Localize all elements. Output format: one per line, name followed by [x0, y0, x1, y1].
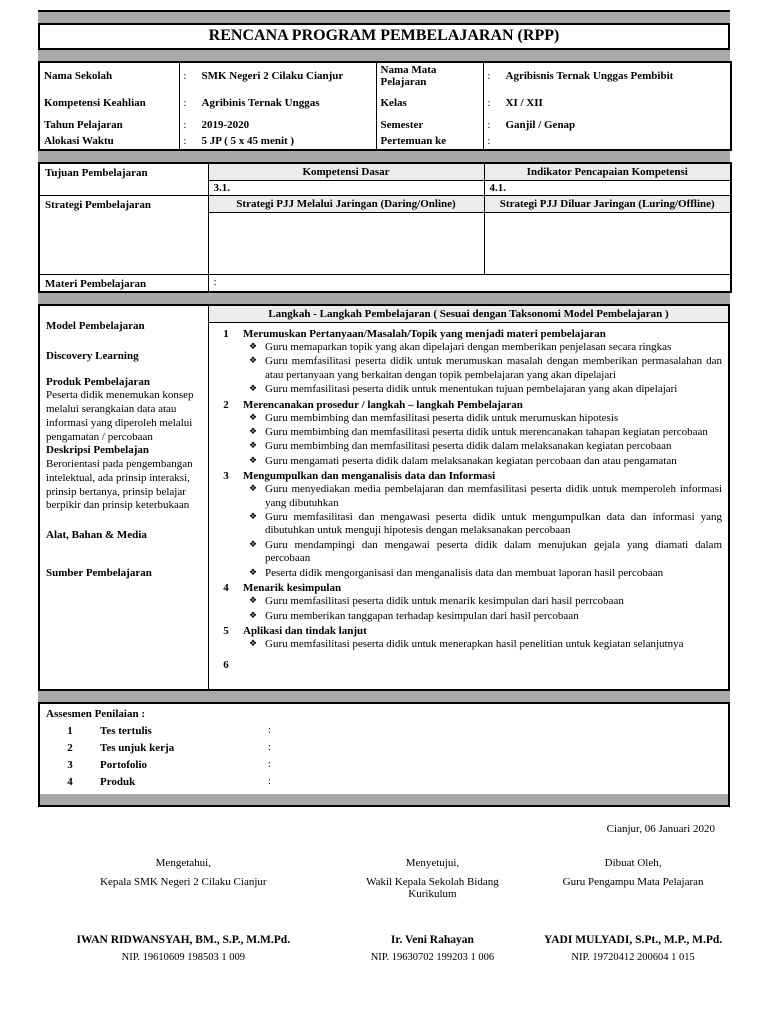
assesmen-section	[38, 702, 730, 807]
diamond-bullet-icon: ❖	[249, 484, 258, 495]
tujuan-label: Tujuan Pembelajaran	[39, 163, 208, 196]
indikator-header: Indikator Pencapaian Kompetensi	[484, 163, 731, 181]
bullet-text: Guru mendampingi dan mengawai peserta didik dalam menujukan gejala yang diamati dalam percobaan	[265, 538, 722, 565]
field-label: Semester	[376, 116, 483, 133]
item-number: 4	[67, 775, 73, 788]
field-label: Pertemuan ke	[376, 133, 483, 150]
signatory-nip: NIP. 19630702 199203 1 006	[370, 952, 495, 963]
colon: :	[183, 97, 187, 109]
bullet-text: Guru memfasilitasi peserta didik untuk menentukan tujuan pembelajaran yang akan dipelajari	[265, 383, 678, 396]
bullet-text: Guru memfasilitasi peserta didik untuk menerapkan hasil penelitian untuk kegiatan selanjutnya	[265, 637, 684, 650]
signature-column-middle	[329, 934, 537, 963]
bullet-item	[249, 455, 722, 468]
step-number: 5	[223, 624, 229, 637]
langkah-step-4	[209, 582, 722, 623]
colon: :	[183, 71, 187, 82]
signature-role-title: Kepala SMK Negeri 2 Cilaku Cianjur	[100, 876, 267, 888]
bullet-text: Guru mengamati peserta didik dalam melaksanakan kegiatan percobaan dan atau pengamatan	[265, 454, 677, 467]
langkah-step-5	[209, 625, 722, 651]
bullet-item	[249, 638, 722, 651]
step-number: 4	[223, 582, 229, 595]
diamond-bullet-icon: ❖	[249, 441, 258, 452]
signature-role-title: Guru Pengampu Mata Pelajaran	[562, 876, 704, 888]
item-number: 2	[67, 741, 73, 754]
assesmen-item	[40, 739, 728, 756]
bullet-item	[249, 412, 722, 425]
step-title: Merumuskan Pertanyaan/Masalah/Topik yang menjadi materi pembelajaran	[243, 328, 606, 340]
bullet-item	[249, 610, 722, 623]
identity-table	[38, 61, 732, 151]
item-label: Produk	[100, 775, 136, 788]
signatory-nip: NIP. 19610609 198503 1 009	[121, 952, 245, 963]
field-value: 2019-2020	[201, 118, 250, 131]
colon: :	[487, 71, 491, 82]
signature-column-middle	[329, 857, 537, 900]
table-row	[39, 133, 731, 150]
colon: :	[183, 119, 187, 131]
signatory-nip: NIP. 19720412 200604 1 015	[571, 952, 695, 963]
deskripsi-pembelajaran-value: Berorientasi pada pengembangan intelektual, ada prinsip interaksi, prinsip bertanya, prinsip belajar berpikir dan prinsip keterbukaan	[46, 458, 193, 512]
tujuan-strategi-table	[38, 162, 732, 293]
alat-bahan-media-label: Alat, Bahan & Media	[46, 529, 147, 541]
bullet-text: Peserta didik mengorganisasi dan menganalisis data dan membuat laporan hasil percobaan	[265, 566, 664, 579]
colon: :	[268, 725, 271, 736]
field-value: SMK Negeri 2 Cilaku Cianjur	[201, 70, 344, 82]
assesmen-item	[40, 756, 728, 773]
bullet-item	[249, 355, 722, 382]
langkah-left-column	[40, 306, 209, 689]
field-label: Tahun Pelajaran	[44, 118, 123, 131]
step-number: 1	[223, 328, 229, 340]
field-value-cell	[483, 116, 731, 133]
signature-column-left	[38, 857, 329, 900]
field-label: Alokasi Waktu	[44, 135, 114, 147]
step-title	[243, 659, 722, 671]
colon: :	[487, 97, 491, 109]
bullet-item	[249, 595, 722, 608]
bullet-text: Guru menyediakan media pembelajaran dan memfasilitasi peserta didik untuk memperoleh informasi yang dibutuhkan	[265, 483, 722, 509]
model-pembelajaran-label: Model Pembelajaran	[46, 320, 145, 332]
diamond-bullet-icon: ❖	[249, 356, 258, 367]
gray-divider-bar	[38, 12, 730, 23]
table-row	[39, 62, 731, 89]
field-value-cell	[179, 116, 376, 133]
bullet-item	[249, 483, 722, 510]
signatory-name: IWAN RIDWANSYAH, BM., S.P., M.M.Pd.	[76, 934, 291, 946]
colon: :	[268, 759, 271, 770]
signature-role-title: Wakil Kepala Sekolah Bidang Kurikulum	[366, 876, 499, 900]
signature-names-row	[38, 934, 730, 963]
field-value-cell	[179, 62, 376, 89]
step-title: Aplikasi dan tindak lanjut	[243, 624, 367, 637]
diamond-bullet-icon: ❖	[249, 412, 258, 423]
table-row	[39, 116, 731, 133]
langkah-step-3	[209, 470, 722, 580]
item-number: 1	[67, 724, 73, 737]
kd-value: 3.1.	[208, 181, 484, 196]
step-number: 6	[223, 659, 229, 672]
colon: :	[183, 136, 187, 147]
strategi-luring-cell	[484, 213, 731, 275]
langkah-step-2	[209, 399, 722, 469]
field-value: Ganjil / Genap	[505, 118, 576, 131]
item-label: Portofolio	[100, 758, 148, 771]
bullet-text: Guru memaparkan topik yang akan dipelajari dengan memberikan penjelasan secara ringkas	[265, 341, 672, 353]
diamond-bullet-icon: ❖	[249, 567, 258, 578]
bullet-item	[249, 383, 722, 396]
langkah-section	[38, 304, 730, 691]
field-label: Nama Sekolah	[44, 70, 113, 82]
signature-column-right	[536, 934, 730, 963]
langkah-right-column	[209, 306, 728, 689]
signature-role: Menyetujui,	[405, 857, 460, 869]
field-label: Nama Mata Pelajaran	[376, 62, 483, 89]
bullet-text: Guru membimbing dan memfasilitasi peserta didik dalam melaksanakan kegiatan percobaan	[265, 440, 672, 453]
diamond-bullet-icon: ❖	[249, 539, 258, 550]
bullet-text: Guru memfasilitasi peserta didik untuk menarik kesimpulan dari hasil perrcobaan	[265, 595, 624, 608]
field-value: 5 JP ( 5 x 45 menit )	[201, 135, 295, 147]
signature-roles-row	[38, 857, 730, 900]
diamond-bullet-icon: ❖	[249, 384, 258, 395]
deskripsi-pembelajaran-label: Deskripsi Pembelajan	[46, 444, 149, 457]
strategi-daring-header: Strategi PJJ Melalui Jaringan (Daring/Online)	[208, 196, 484, 213]
bullet-text: Guru membimbing dan memfasilitasi peserta didik untuk merumuskan hipotesis	[265, 411, 619, 424]
field-value: XI / XII	[505, 96, 543, 109]
strategi-daring-cell	[208, 213, 484, 275]
step-title: Merencanakan prosedur / langkah – langkah Pembelajaran	[243, 398, 523, 411]
signatory-name: YADI MULYADI, S.Pt., M.P., M.Pd.	[544, 934, 723, 946]
langkah-step-6	[209, 659, 722, 671]
colon: :	[487, 136, 491, 147]
signature-date: Cianjur, 06 Januari 2020	[606, 823, 715, 835]
table-row	[39, 89, 731, 116]
model-pembelajaran-value: Discovery Learning	[46, 349, 139, 362]
field-value-cell	[179, 133, 376, 150]
diamond-bullet-icon: ❖	[249, 596, 258, 607]
document-title: RENCANA PROGRAM PEMBELAJARAN (RPP)	[38, 23, 730, 50]
gray-divider-bar	[40, 794, 728, 805]
bullet-item	[249, 539, 722, 566]
field-value-cell	[483, 133, 731, 150]
signature-role: Dibuat Oleh,	[604, 857, 662, 869]
gray-divider-bar	[38, 50, 730, 61]
signature-column-left	[38, 934, 329, 963]
table-row	[39, 196, 731, 213]
sumber-pembelajaran-label: Sumber Pembelajaran	[46, 566, 152, 579]
item-label: Tes tertulis	[100, 724, 152, 737]
field-label: Kompetensi Keahlian	[44, 96, 146, 109]
diamond-bullet-icon: ❖	[249, 342, 258, 352]
bullet-item	[249, 341, 722, 354]
document-content	[38, 10, 730, 963]
signature-role: Mengetahui,	[155, 857, 211, 869]
bullet-text: Guru memberikan tanggapan terhadap kesimpulan dari hasil percobaan	[265, 609, 579, 622]
field-label: Kelas	[376, 89, 483, 116]
table-row	[39, 275, 731, 293]
bullet-text: Guru membimbing dan memfasilitasi peserta didik untuk merencanakan tahapan kegiatan percobaan	[265, 426, 708, 439]
field-value: Agribinis Ternak Unggas	[201, 96, 320, 109]
gray-divider-bar	[38, 293, 730, 304]
bullet-text: Guru memfasilitasi dan mengawasi peserta didik untuk mengumpulkan data dan informasi yang dibutuhkan untuk menguji hipotesis dengan melaksanakan percobaan	[265, 511, 722, 537]
diamond-bullet-icon: ❖	[249, 427, 258, 438]
gray-divider-bar	[38, 691, 730, 702]
signatory-name: Ir. Veni Rahayan	[390, 934, 474, 946]
step-title: Mengumpulkan dan menganalisis data dan Informasi	[243, 470, 496, 483]
step-number: 2	[223, 398, 229, 411]
bullet-item	[249, 567, 722, 580]
assesmen-item	[40, 773, 728, 790]
produk-pembelajaran-value: Peserta didik menemukan konsep melalui serangkaian data atau informasi yang diperoleh melalui pengamatan / percobaan	[46, 389, 194, 443]
produk-pembelajaran-label: Produk Pembelajaran	[46, 375, 150, 388]
gray-divider-bar	[38, 151, 730, 162]
colon: :	[268, 742, 271, 753]
signature-column-right	[536, 857, 730, 900]
materi-value: :	[208, 275, 731, 293]
assesmen-title: Assesmen Penilaian :	[46, 708, 145, 720]
langkah-header: Langkah - Langkah Pembelajaran ( Sesuai dengan Taksonomi Model Pembelajaran )	[209, 306, 728, 323]
langkah-steps	[209, 323, 728, 675]
item-label: Tes unjuk kerja	[100, 741, 175, 754]
step-title: Menarik kesimpulan	[243, 582, 342, 595]
diamond-bullet-icon: ❖	[249, 610, 258, 621]
ipk-value: 4.1.	[484, 181, 731, 196]
kompetensi-dasar-header: Kompetensi Dasar	[208, 163, 484, 181]
strategi-luring-header: Strategi PJJ Diluar Jaringan (Luring/Offline)	[484, 196, 731, 213]
field-value-cell	[483, 62, 731, 89]
diamond-bullet-icon: ❖	[249, 455, 258, 466]
bullet-item	[249, 511, 722, 538]
bullet-item	[249, 440, 722, 453]
step-number: 3	[223, 470, 229, 483]
diamond-bullet-icon: ❖	[249, 638, 258, 649]
field-value: Agribisnis Ternak Unggas Pembibit	[505, 70, 674, 82]
strategi-label: Strategi Pembelajaran	[39, 196, 208, 275]
field-value-cell	[179, 89, 376, 116]
colon: :	[268, 776, 271, 787]
colon: :	[487, 119, 491, 131]
field-value-cell	[483, 89, 731, 116]
item-number: 3	[67, 758, 73, 771]
diamond-bullet-icon: ❖	[249, 512, 258, 523]
materi-label: Materi Pembelajaran	[39, 275, 208, 293]
table-row	[39, 163, 731, 181]
assesmen-item	[40, 722, 728, 739]
langkah-step-1	[209, 328, 722, 397]
bullet-item	[249, 426, 722, 439]
bullet-text: Guru memfasilitasi peserta didik untuk merumuskan masalah dengan memberikan permasalahan dan atau pertanyaan yang berkaitan dengan topik pembelajaran yang akan dipelajari	[265, 355, 722, 381]
